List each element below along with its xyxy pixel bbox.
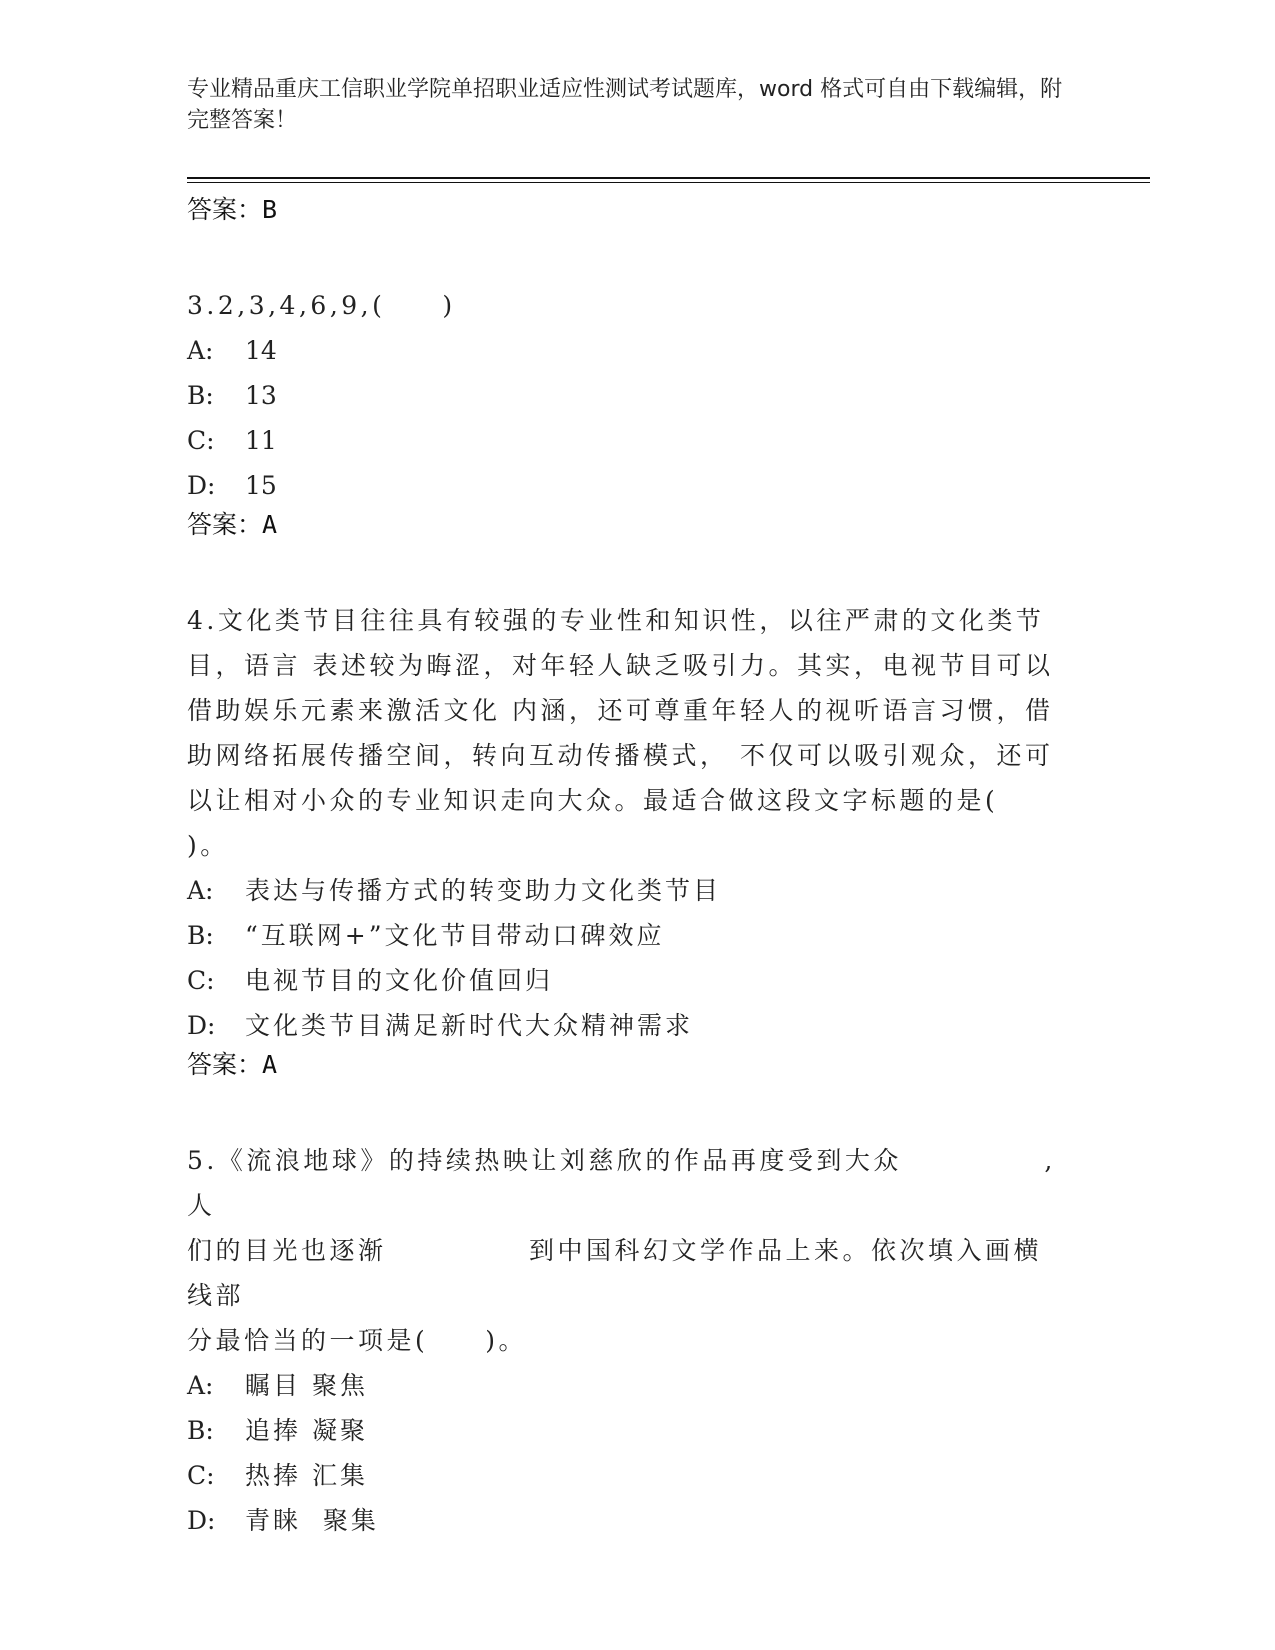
option-d: [187, 1003, 1067, 1048]
option-d: [187, 463, 1067, 508]
option-b: [187, 913, 1067, 958]
question-stem-line: 借助娱乐元素来激活文化 内涵，还可尊重年轻人的视听语言习惯，借: [187, 696, 1054, 725]
question-stem-line: )。: [187, 831, 229, 860]
option-text: 13: [245, 381, 277, 410]
option-a: [187, 328, 1067, 373]
question-4: [187, 598, 1067, 1081]
header-divider-thick: [187, 177, 1150, 179]
option-b: [187, 1408, 1067, 1453]
option-text: 电视节目的文化价值回归: [245, 966, 554, 995]
option-label: C:: [187, 966, 215, 995]
option-label: B:: [187, 921, 214, 950]
question-5: [187, 1138, 1067, 1543]
question-stem-line: 以让相对小众的专业知识走向大众。最适合做这段文字标题的是(: [187, 786, 999, 815]
question-stem-line: 们的目光也逐渐 到中国科幻文学作品上来。依次填入画横线部: [187, 1236, 1043, 1310]
option-label: A:: [187, 876, 214, 905]
answer-value: A: [262, 510, 278, 539]
question-content: [187, 193, 1067, 1543]
answer-line: [187, 193, 1067, 226]
question-3: [187, 283, 1067, 541]
option-label: D:: [187, 1506, 216, 1535]
option-label: D:: [187, 1011, 216, 1040]
option-text: 瞩目 聚焦: [245, 1371, 368, 1400]
option-label: A:: [187, 1371, 214, 1400]
option-c: [187, 418, 1067, 463]
option-b: [187, 373, 1067, 418]
option-text: 青睐 聚集: [245, 1506, 379, 1535]
option-text: 热捧 汇集: [245, 1461, 368, 1490]
option-label: D:: [187, 471, 216, 500]
option-text: 文化类节目满足新时代大众精神需求: [245, 1011, 694, 1040]
option-text: 11: [245, 426, 277, 455]
option-text: 表达与传播方式的转变助力文化类节目: [245, 876, 722, 905]
header-divider-thin: [187, 182, 1150, 183]
answer-line: [187, 508, 1067, 541]
option-text: 追捧 凝聚: [245, 1416, 368, 1445]
answer-value: A: [262, 1050, 278, 1079]
option-label: B:: [187, 381, 214, 410]
answer-label: 答案：: [187, 510, 263, 539]
option-text: “互联网+”文化节目带动口碑效应: [245, 921, 665, 950]
question-stem-line: 分最恰当的一项是( )。: [187, 1326, 528, 1355]
answer-line: [187, 1048, 1067, 1081]
option-text: 15: [245, 471, 277, 500]
option-c: [187, 1453, 1067, 1498]
option-c: [187, 958, 1067, 1003]
answer-label: 答案：: [187, 1050, 263, 1079]
question-stem-line: 4.文化类节目往往具有较强的专业性和知识性，以往严肃的文化类节: [187, 606, 1045, 635]
option-text: 14: [245, 336, 277, 365]
option-a: [187, 868, 1067, 913]
option-label: A:: [187, 336, 214, 365]
answer-value: B: [262, 195, 278, 224]
option-a: [187, 1363, 1067, 1408]
option-d: [187, 1498, 1067, 1543]
option-label: C:: [187, 426, 215, 455]
option-label: B:: [187, 1416, 214, 1445]
option-label: C:: [187, 1461, 215, 1490]
question-stem-line: 5.《流浪地球》的持续热映让刘慈欣的作品再度受到大众 ,人: [187, 1146, 1056, 1220]
question-stem-line: 助网络拓展传播空间，转向互动传播模式， 不仅可以吸引观众，还可: [187, 741, 1054, 770]
question-stem-line: 3.2,3,4,6,9,( ): [187, 291, 456, 320]
page-header: 专业精品重庆工信职业学院单招职业适应性测试考试题库，word 格式可自由下载编辑，附完整答案！: [187, 77, 1063, 133]
question-stem-line: 目，语言 表述较为晦涩，对年轻人缺乏吸引力。其实，电视节目可以: [187, 651, 1054, 680]
answer-label: 答案：: [187, 195, 263, 224]
